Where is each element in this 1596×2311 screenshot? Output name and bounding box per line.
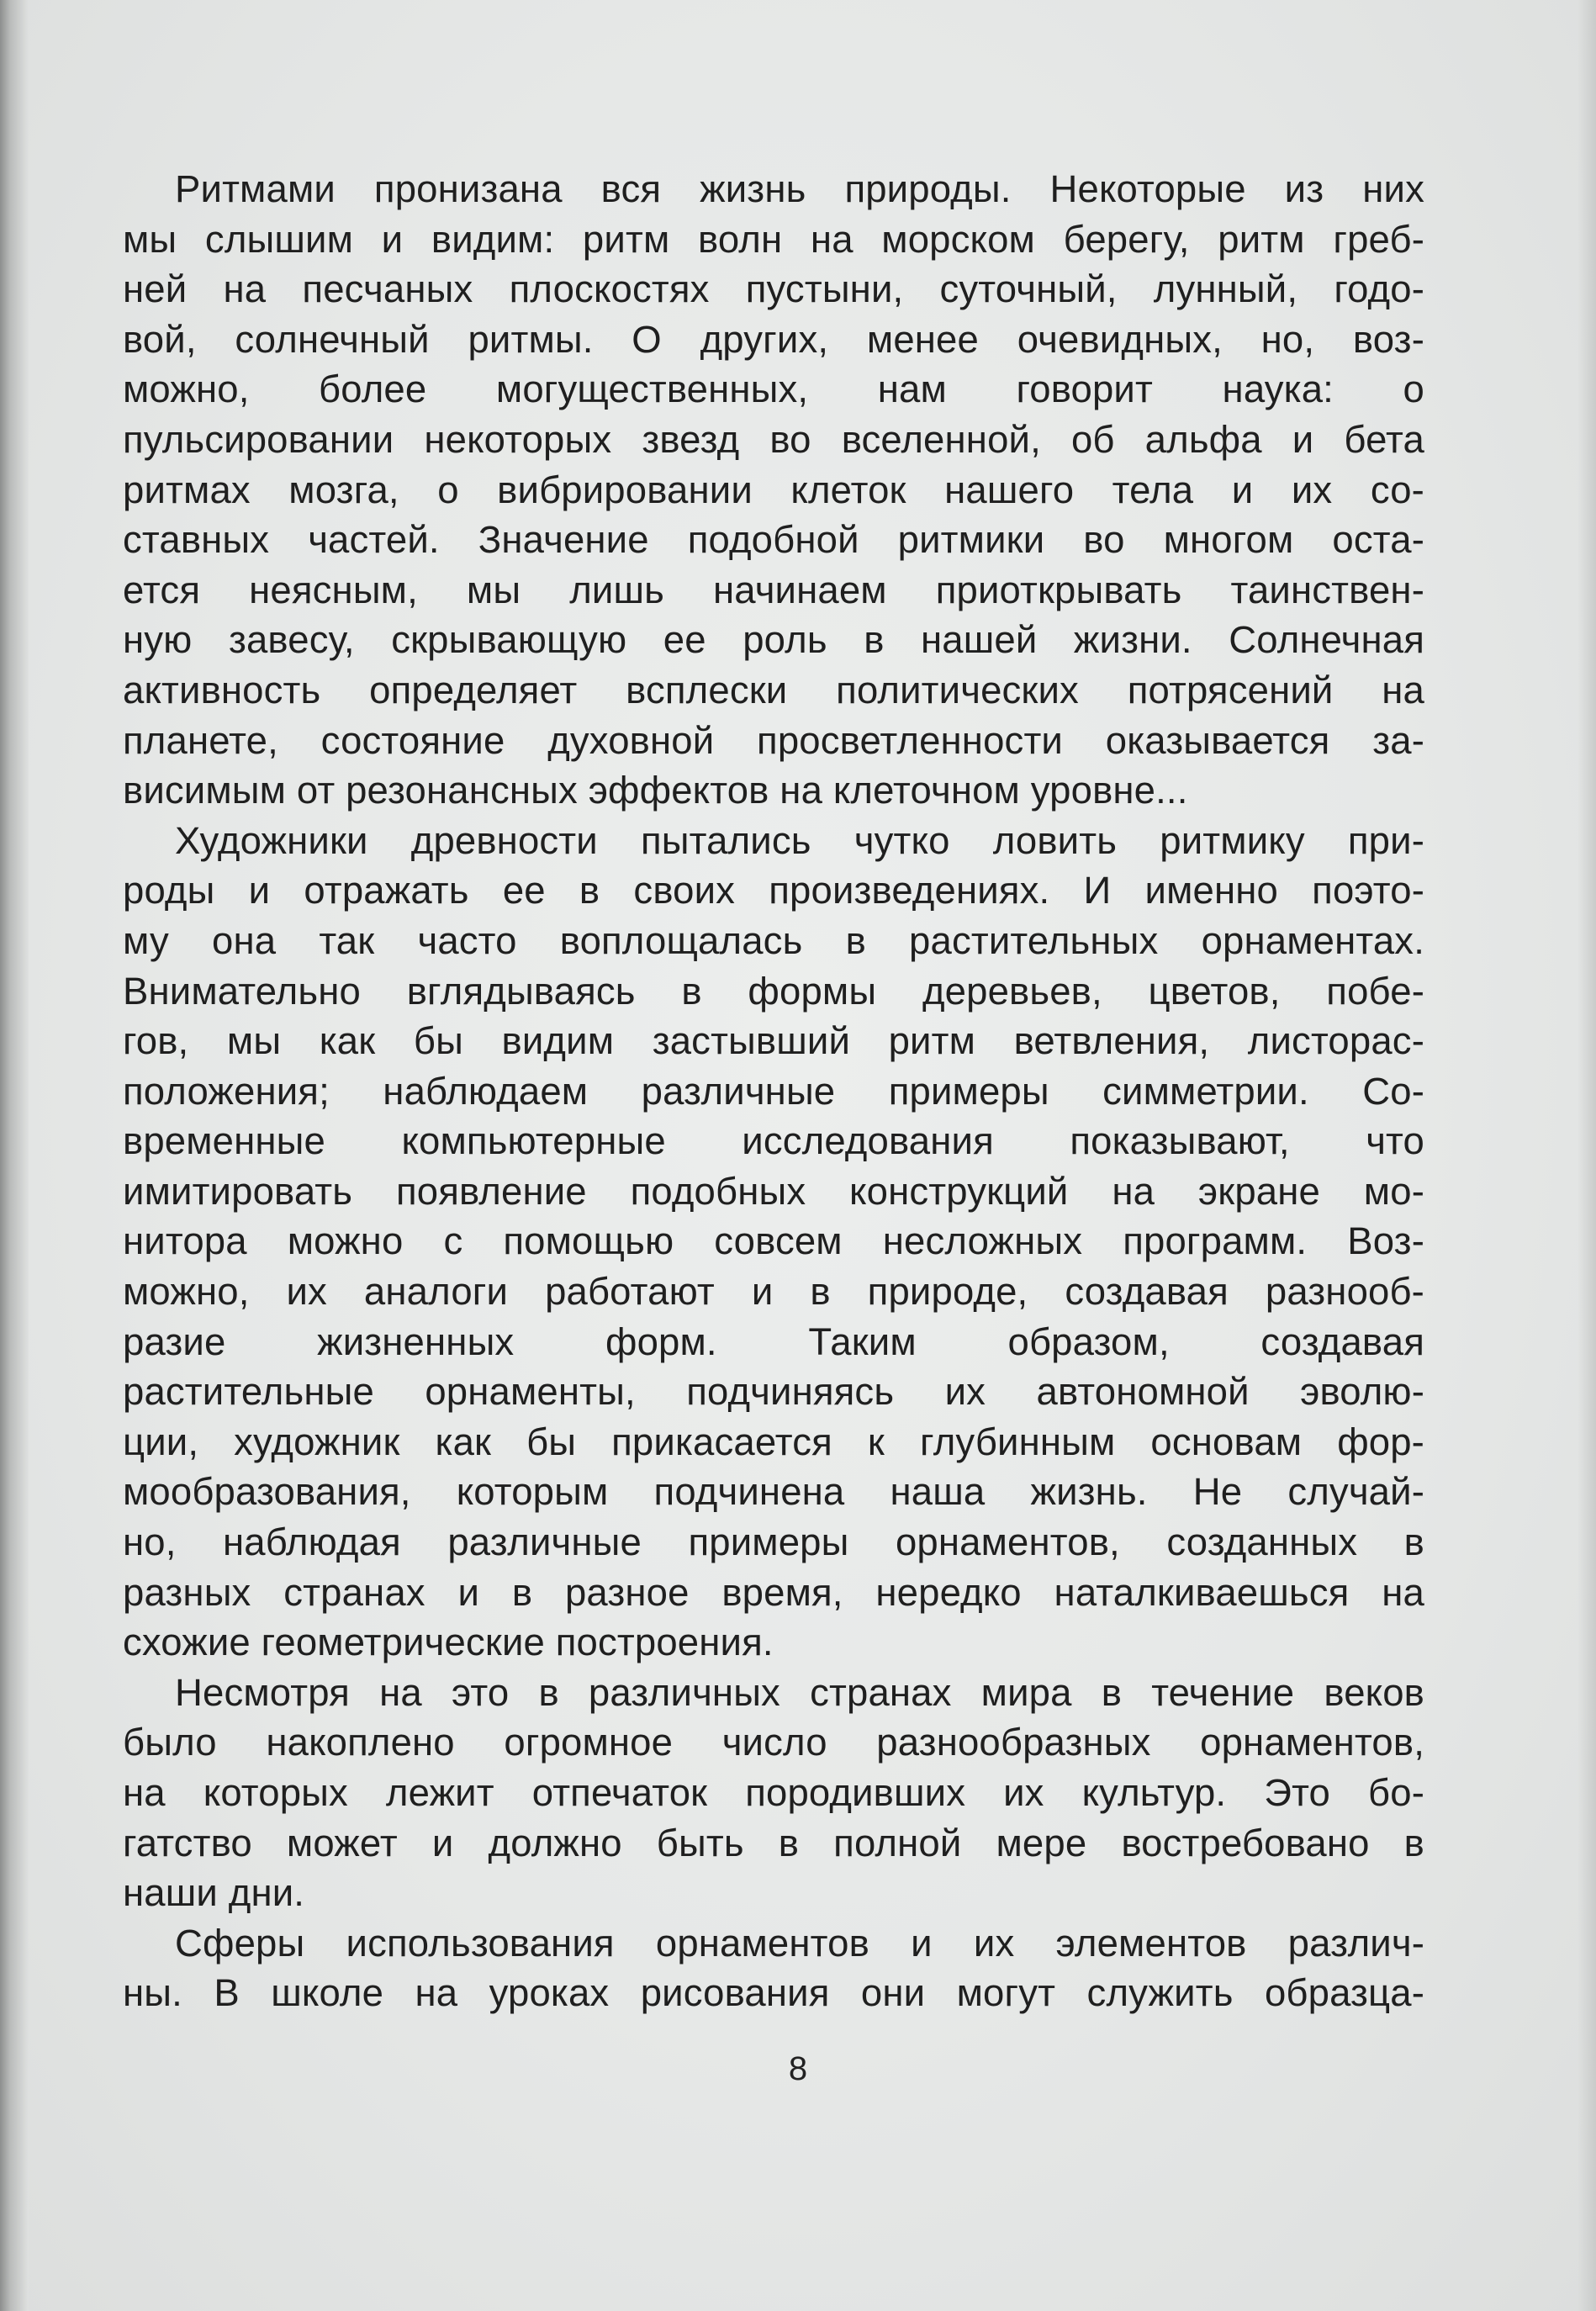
text-line: схожие геометрические построения.	[123, 1621, 774, 1664]
text-line: ную завесу, скрывающую ее роль в нашей жизни. Солнечная	[123, 618, 1424, 662]
text-line: растительные орнаменты, подчиняясь их автономной эволю-	[123, 1370, 1424, 1414]
text-line: но, наблюдая различные примеры орнаментов, созданных в	[123, 1520, 1424, 1564]
text-line: планете, состояние духовной просветленности оказывается за-	[123, 718, 1424, 762]
text-line: разие жизненных форм. Таким образом, создавая	[123, 1319, 1424, 1363]
text-line: ции, художник как бы прикасается к глубинным основам фор-	[123, 1420, 1424, 1463]
text-line: нитора можно с помощью совсем несложных программ. Воз-	[123, 1219, 1424, 1263]
text-line: вой, солнечный ритмы. О других, менее очевидных, но, воз-	[123, 317, 1424, 361]
paragraph-uses	[123, 1918, 1424, 2018]
text-line: мы слышим и видим: ритм волн на морском берегу, ритм греб-	[123, 217, 1424, 261]
text-line: мообразования, которым подчинена наша жизнь. Не случай-	[123, 1470, 1424, 1514]
text-line: му она так часто воплощалась в растительных орнаментах.	[123, 918, 1424, 962]
text-line: ны. В школе на уроках рисования они могут служить образца-	[123, 1971, 1424, 2015]
text-line: имитировать появление подобных конструкций на экране мо-	[123, 1169, 1424, 1213]
text-line: можно, их аналоги работают и в природе, создавая разнооб-	[123, 1270, 1424, 1314]
text-line: положения; наблюдаем различные примеры симметрии. Со-	[123, 1069, 1424, 1113]
text-line: наши дни.	[123, 1871, 305, 1915]
page-number: 8	[788, 2050, 808, 2087]
text-line: ритмах мозга, о вибрировании клеток нашего тела и их со-	[123, 468, 1424, 511]
text-line: ней на песчаных плоскостях пустыни, суточный, лунный, годо-	[123, 267, 1424, 311]
paragraph-artists	[123, 816, 1424, 1668]
text-line: временные компьютерные исследования показывают, что	[123, 1119, 1424, 1163]
text-line: роды и отражать ее в своих произведениях. И именно поэто-	[123, 869, 1424, 912]
text-line: Ритмами пронизана вся жизнь природы. Некоторые из них	[175, 167, 1424, 210]
text-line: гатство может и должно быть в полной мере востребовано в	[123, 1821, 1424, 1864]
text-line: активность определяет всплески политических потрясений на	[123, 668, 1424, 711]
paragraph-wealth	[123, 1668, 1424, 1918]
body-text	[123, 164, 1424, 2018]
text-line: Сферы использования орнаментов и их элементов различ-	[175, 1921, 1424, 1965]
text-line: можно, более могущественных, нам говорит наука: о	[123, 368, 1424, 411]
text-line: Внимательно вглядываясь в формы деревьев, цветов, побе-	[123, 969, 1424, 1013]
paragraph-rhythms	[123, 164, 1424, 816]
text-line: пульсировании некоторых звезд во вселенной, об альфа и бета	[123, 417, 1424, 461]
text-line: ется неясным, мы лишь начинаем приоткрывать таинствен-	[123, 568, 1424, 611]
text-line: Несмотря на это в различных странах мира в течение веков	[175, 1670, 1424, 1714]
text-line: на которых лежит отпечаток породивших их культур. Это бо-	[123, 1771, 1424, 1814]
text-line: разных странах и в разное время, нередко наталкиваешься на	[123, 1570, 1424, 1614]
text-line: гов, мы как бы видим застывший ритм ветвления, листорас-	[123, 1019, 1424, 1063]
text-line: Художники древности пытались чутко ловить ритмику при-	[175, 818, 1424, 862]
text-line: было накоплено огромное число разнообразных орнаментов,	[123, 1721, 1424, 1764]
text-line: висимым от резонансных эффектов на клеточном уровне...	[123, 769, 1188, 812]
text-line: ставных частей. Значение подобной ритмики во многом оста-	[123, 518, 1424, 562]
